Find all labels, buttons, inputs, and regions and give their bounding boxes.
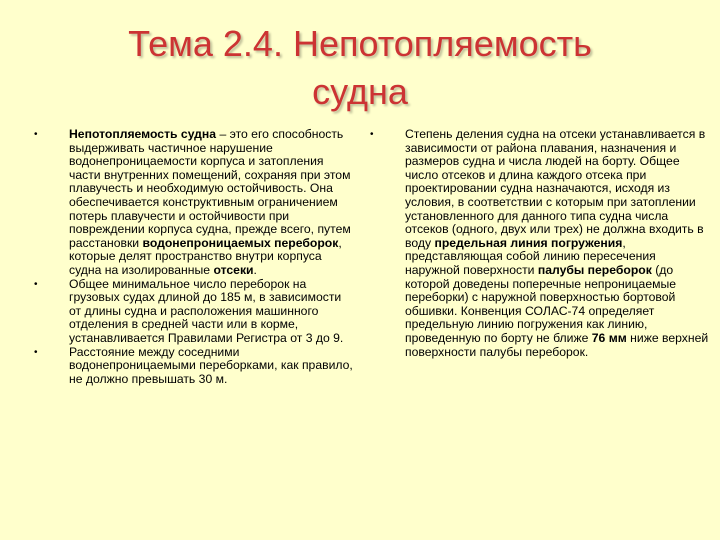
bullet-text: Общее минимальное число переборок на грузовых судах длиной до 185 м, в зависимости от длины судна и расположения машинного отделения в средней части или в корме, устанавливается Правилами Регистра от 3 до 9. xyxy=(69,276,344,345)
bullet-icon: • xyxy=(34,346,38,358)
bullet-item-definition xyxy=(34,128,354,278)
title-line-2: судна xyxy=(312,71,408,112)
term-bulkheads: водонепроницаемых переборок xyxy=(142,235,339,250)
term-margin-line: предельная линия погружения xyxy=(434,235,623,250)
term-compartments: отсеки xyxy=(213,262,254,277)
bullet-item-distance xyxy=(34,346,354,387)
bullet-icon: • xyxy=(34,278,38,290)
term-76mm: 76 мм xyxy=(591,330,627,345)
bullet-item-subdivision xyxy=(370,128,710,359)
right-column xyxy=(370,128,710,359)
bullet-item-min-bulkheads xyxy=(34,278,354,346)
bullet-text: Непотопляемость судна – это его способность выдерживать частичное нарушение водонепроницаемости корпуса и затопления части внутренних помещений, сохраняя при этом плавучесть и необходимую остойчивость. Она обеспечивается конструктивным ограничением потерь плавучести и остойчивости при повреждении корпуса судна, прежде всего, путем расстановки водонепроницаемых переборок, которые делят пространство внутри корпуса судна на изолированные отсеки. xyxy=(69,127,351,277)
term-bulkhead-deck: палубы переборок xyxy=(537,262,652,277)
bullet-icon: • xyxy=(34,129,38,140)
left-column xyxy=(34,128,354,386)
term-unsinkability: Непотопляемость судна xyxy=(69,127,217,141)
bullet-icon: • xyxy=(370,129,374,140)
title-line-1: Тема 2.4. Непотопляемость xyxy=(128,23,592,64)
bullet-text: Расстояние между соседними водонепроницаемыми переборками, как правило, не должно превышать 30 м. xyxy=(69,344,353,386)
page-title xyxy=(60,20,660,116)
bullet-text: Степень деления судна на отсеки устанавливается в зависимости от района плавания, назначения и размеров судна и числа людей на борту. Общее число отсеков и длина каждого отсека при проектировании судна назначаются, исходя из условия, в соответствии с которым при затоплении установленного для данного типа судна числа отсеков (одного, двух или трех) не должна входить в воду предельная линия погружения, представляющая собой линию пересечения наружной поверхности палубы переборок (до которой доведены поперечные непроницаемые переборки) с наружной поверхностью бортовой обшивки. Конвенция СОЛАС-74 определяет предельную линию погружения как линию, проведенную по борту не ближе 76 мм ниже верхней поверхности палубы переборок. xyxy=(405,127,709,359)
